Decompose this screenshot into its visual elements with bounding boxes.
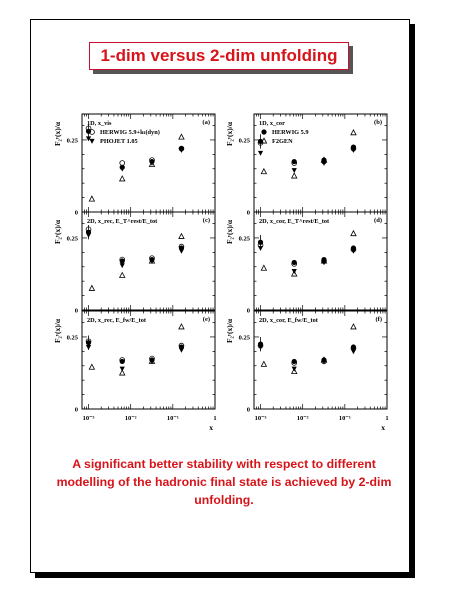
panel-c-ytick-label: 0.25 xyxy=(66,235,78,243)
panel-b-legend-label: F2GEN xyxy=(272,138,293,145)
panel-c-tag: (c) xyxy=(202,217,210,224)
panel-b-ylabel: F₂ʸ(x)/α xyxy=(225,121,234,147)
panel-c-point xyxy=(120,263,125,268)
panel-a-ytick-label: 0.25 xyxy=(66,137,78,145)
panel-b-legend-label: HERWIG 5.9 xyxy=(272,129,309,136)
panel-c-point xyxy=(179,249,184,254)
panel-f-ytick-label: 0.25 xyxy=(238,334,250,342)
panel-e-ytick-label: 0.25 xyxy=(66,334,78,342)
panel-b-label: 1D, x_cor xyxy=(259,120,285,127)
panel-c-label: 2D, x_rec, E_T^rest/E_tot xyxy=(87,218,158,225)
slide-caption: A significant better stability with respect to different modelling of the hadronic final state is achieved by 2-dim unfolding. xyxy=(56,457,392,507)
panel-a-ylabel: F₂ʸ(x)/α xyxy=(53,121,62,147)
panel-e-xtick-label: 10⁻¹ xyxy=(166,415,179,422)
panel-e-frame xyxy=(82,311,215,409)
panel-f-xlabel: x xyxy=(381,423,385,432)
panel-c-frame xyxy=(82,212,215,310)
panel-b-ytick-label: 0.25 xyxy=(238,137,250,145)
panel-e-xtick-label: 1 xyxy=(213,415,217,422)
panel-f-ylabel: F₂ʸ(x)/α xyxy=(225,318,234,344)
panel-a-legend-marker xyxy=(89,139,94,144)
panel-a-ytick-label: 0 xyxy=(74,209,78,217)
panel-e-point xyxy=(120,370,125,375)
panel-f-label: 2D, x_cor, E_fw/E_tot xyxy=(259,317,318,324)
panel-b-point xyxy=(258,151,263,156)
panel-e-ylabel: F₂ʸ(x)/α xyxy=(53,318,62,344)
panel-a-tag: (a) xyxy=(202,119,210,126)
panel-f-point xyxy=(351,324,356,329)
panel-a-legend-label: HERWIG 5.9+kₜ(dyn) xyxy=(100,129,160,136)
panel-e-xlabel: x xyxy=(209,423,213,432)
panel-b-point xyxy=(261,169,266,174)
panel-f-point xyxy=(351,349,356,354)
panel-b-point xyxy=(351,130,356,135)
panel-f-frame xyxy=(254,311,387,409)
panel-d-point xyxy=(261,265,266,270)
panel-f-tag: (f) xyxy=(375,316,382,323)
panel-f-xtick-label: 1 xyxy=(385,415,389,422)
panel-e-label: 2D, x_rec, E_fw/E_tot xyxy=(87,317,146,324)
panel-d-point xyxy=(351,231,356,236)
panel-c-point xyxy=(120,273,125,278)
panel-e-ytick-label: 0 xyxy=(74,406,78,414)
panel-d-frame xyxy=(254,212,387,310)
panel-f-xtick-label: 10⁻³ xyxy=(254,415,267,422)
panel-e-point xyxy=(179,324,184,329)
panel-e-tag: (e) xyxy=(202,316,210,323)
panel-e-point xyxy=(179,348,184,353)
panel-c-ylabel: F₂ʸ(x)/α xyxy=(53,219,62,245)
panel-f-ytick-label: 0 xyxy=(246,406,250,414)
panel-c-ytick-label: 0 xyxy=(74,307,78,315)
panel-d-label: 2D, x_cor, E_T^rest/E_tot xyxy=(259,218,330,225)
panel-b-point xyxy=(292,173,297,178)
panel-c-point xyxy=(89,286,94,291)
panel-e-xtick-label: 10⁻² xyxy=(124,415,137,422)
panel-b-legend-marker xyxy=(262,130,266,134)
panel-a-label: 1D, x_vis xyxy=(87,120,112,127)
panel-e-xtick-label: 10⁻³ xyxy=(82,415,95,422)
panel-a-point xyxy=(120,161,125,166)
panel-b-tag: (b) xyxy=(374,119,382,126)
panel-f-point xyxy=(261,361,266,366)
panel-b-ytick-label: 0 xyxy=(246,209,250,217)
slide-title: 1-dim versus 2-dim unfolding xyxy=(100,46,338,65)
panel-d-tag: (d) xyxy=(374,217,382,224)
panel-f-xtick-label: 10⁻¹ xyxy=(338,415,351,422)
panel-a-legend-label: PHOJET 1.05 xyxy=(100,138,138,145)
panel-a-point xyxy=(179,134,184,139)
panel-a-point xyxy=(120,176,125,181)
panel-c-point xyxy=(179,234,184,239)
panel-f-xtick-label: 10⁻² xyxy=(296,415,309,422)
panel-d-ytick-label: 0 xyxy=(246,307,250,315)
panel-d-ytick-label: 0.25 xyxy=(238,235,250,243)
panel-d-ylabel: F₂ʸ(x)/α xyxy=(225,219,234,245)
panel-e-point xyxy=(89,364,94,369)
panel-a-point xyxy=(89,196,94,201)
